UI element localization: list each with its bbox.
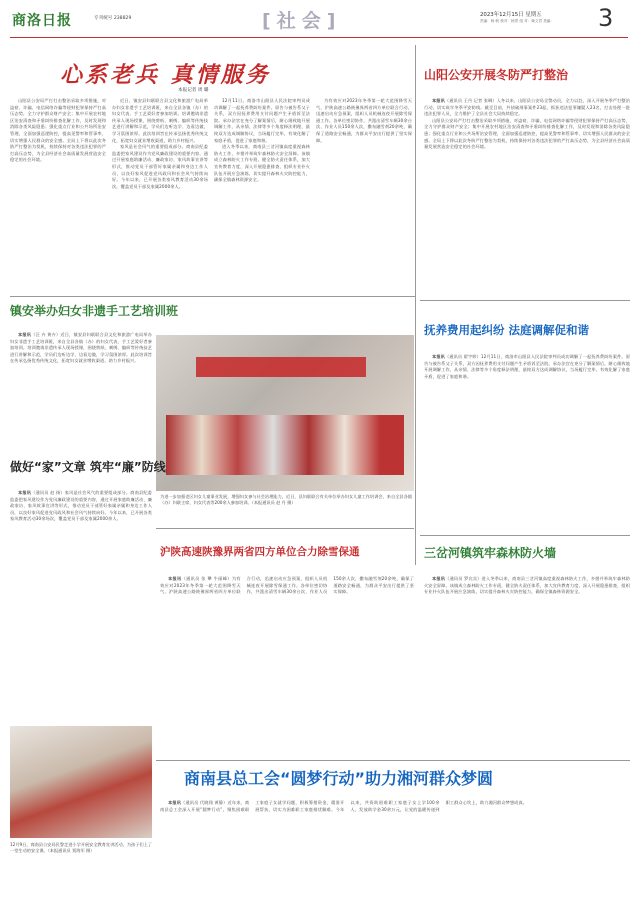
shanyang-body	[424, 98, 630, 288]
shangnan-byline: （通讯员 代晓翔 黄静）	[181, 800, 228, 805]
family-photo-credit: （本报通讯员 贾海军 摄）	[47, 848, 95, 854]
banner-author: 本报记者 周 璐	[178, 88, 209, 93]
masthead	[0, 0, 638, 38]
date-line: 2023年12月15日 星期五	[480, 12, 542, 18]
shangnan-text: 近年来，商南县总工会深入开展“圆梦行动”，聚焦困难职工家庭子女就学问题，积极筹措资金，精准开展帮扶，切实为困难职工家庭排忧解难。今年以来，共资助困难职工家庭子女上学100余人，发放助学金30余万元，让党的温暖传递到职工群众心坎上，助力湘河群众梦想成真。	[160, 800, 528, 812]
shanghai-body	[160, 576, 414, 746]
photo-banner	[196, 357, 366, 377]
fuyu-byline: （通讯员 翟宇婷）	[444, 354, 481, 359]
section-bracket-open: [	[262, 10, 277, 32]
shanghai-byline-label: 本报讯	[168, 576, 182, 581]
sancha-byline: （通讯员 罗宾宾）	[445, 576, 482, 581]
banner-title: 心系老兵 真情服务	[60, 63, 271, 88]
zhenan-byline: （汪 卉 黄卉）	[31, 332, 61, 337]
sancha-byline-label: 本报讯	[432, 576, 446, 581]
banner-column-2: 近日，镇安县妇联联合县文化和旅游广电局举办妇女非遗手工艺培训班，来自全县各镇（办）的妇女代表、手工艺爱好者参加培训。培训邀请非遗传承人现场授课，围绕剪纸、刺绣、编织等传统技艺进行讲解和示范，学员们边听边学、边看边做，学习氛围浓厚。此次培训旨在传承弘扬优秀传统文化，拓宽妇女就业增收渠道，助力乡村振兴。 家风是社会风气的重要组成部分。商南县纪委监委把家风建设作为党风廉政建设的重要内容，通过开展家庭助廉活动、廉政家访、家风故事宣讲等形式，推动党员干部管好家属亲属和身边工作人员，以良好家风促进党风政风和社会风气持续向好。今年以来，已开展各类家风教育活动30余场次，覆盖党员干部及家属2000余人。	[112, 98, 208, 189]
shangnan-title: 商南县总工会“圆梦行动”助力湘河群众梦圆	[184, 769, 494, 788]
family-byline: （通讯员 赵 扬）	[31, 490, 65, 495]
family-photo-caption: 12月9日，商南县公安局民警走进小学开展安全教育宣讲活动，为孩子们上了一堂生动的安全课。（本报通讯员 贾海军 摄）	[10, 842, 152, 854]
section-rule	[10, 296, 415, 297]
shanyang-byline: （通讯员 王丹 记者 张琳）	[444, 98, 497, 103]
sancha-text: 进入冬季以来，商南县三岔河镇高度重视森林防火工作，多措并举筑牢森林防火安全屏障。该镇成立森林防火工作专班，健全防火责任体系，加大宣传教育力度，深入开展隐患排查，组织专业扑火队伍开展应急演练，切实提升森林火灾防控能力，确保全镇森林资源安全。	[424, 576, 631, 595]
banner-column-1: 山阳县公安局严打打击整治采取多项措施，对盗窃、诈骗、电信网络诈骗等侵财犯罪保持严打高压态势，全力守护群众财产安全；集中开展农村地区治安清查和矛盾纠纷排查化解工作，及时发现和消除各类风险隐患；强化重点行业和公共场所治安管理，全面加强巡逻防控，提高见警率和管事率，切实增强人民群众的安全感。全局上下将以此次冬防严打整治为契机，持续保持对各类违法犯罪的严打高压态势，为全县经济社会高质量发展营造安全稳定的社会环境。	[10, 98, 106, 163]
fuyu-byline-label: 本报讯	[432, 354, 445, 359]
zhenan-title: 镇安举办妇女非遗手工艺培训班	[10, 304, 179, 318]
masthead-rule	[10, 37, 628, 38]
main-photo-caption: 为进一步加强老区妇女儿童事业发展，增强妇女参与社会治理能力，近日，县妇联联合有关单位举办妇女儿童工作培训会，来自全县各镇（办）妇联主席、妇女代表等200余人参加培训。（本报通讯员 赵 丹 摄）	[160, 494, 412, 506]
zhenan-body	[10, 332, 152, 450]
family-body	[10, 490, 152, 720]
family-title: 做好“家”文章 筑牢“廉”防线	[10, 460, 166, 474]
family-text: 家风是社会风气的重要组成部分。商南县纪委监委把家风建设作为党风廉政建设的重要内容，通过开展家庭助廉活动、廉政家访、家风故事宣讲等形式，推动党员干部管好家属亲属和身边工作人员，以良好家风促进党风政风和社会风气持续向好。今年以来，已开展各类家风教育活动30余场次，覆盖党员干部及家属2000余人。	[10, 490, 152, 522]
shanyang-title: 山阳公安开展冬防严打整治	[424, 68, 569, 82]
section-rule	[156, 528, 414, 529]
zhenan-byline-label: 本报讯	[18, 332, 32, 337]
family-byline-label: 本报讯	[18, 490, 32, 495]
sancha-title: 三岔河镇筑牢森林防火墙	[424, 546, 557, 560]
section-rule	[420, 535, 630, 536]
banner-column-3: 12月11日，商洛市山阳县人民法院审判员成功调解了一起抚养费纠纷案件。原告与被告系父子关系，双方因抚养费用支付问题产生矛盾诉至法院。承办法官在充分了解案情后，耐心细致地开展调解工作，从亲情、法律等多个角度释法明理，最终双方达成调解协议，当场履行完毕，有效化解了家庭矛盾，促进了家庭和谐。 进入冬季以来，商南县三岔河镇高度重视森林防火工作，多措并举筑牢森林防火安全屏障。该镇成立森林防火工作专班，健全防火责任体系，加大宣传教育力度，深入开展隐患排查，组织专业扑火队伍开展应急演练，切实提升森林火灾防控能力，确保全镇森林资源安全。	[214, 98, 310, 183]
shangnan-byline-label: 本报讯	[168, 800, 182, 805]
main-photo	[156, 335, 414, 491]
family-photo	[10, 726, 152, 838]
shanyang-text: 山阳县公安局严打打击整治采取多项措施，对盗窃、诈骗、电信网络诈骗等侵财犯罪保持严打高压态势，全力守护群众财产安全；集中开展农村地区治安清查和矛盾纠纷排查化解工作，及时发现和消除各类风险隐患；强化重点行业和公共场所治安管理，全面加强巡逻防控，提高见警率和管事率，切实增强人民群众的安全感。全局上下将以此次冬防严打整治为契机，持续保持对各类违法犯罪的严打高压态势，为全县经济社会高质量发展营造安全稳定的社会环境。	[424, 117, 630, 150]
meta-line: 责编：杨 帆 校对：杨景 组 对：柴文君 美编：	[480, 19, 554, 23]
section-title	[262, 6, 341, 33]
banner-column-4: 为有效应对2023年冬季第一轮大范围降雪天气，沪陕高速公路陕豫界两省四方单位联合行动，迅速启动应急预案，组织人员机械连夜开展除雪保通工作。各单位密切协作，共派出清雪车辆30余台次、作业人员150余人次，撒布融雪剂20余吨，确保了道路安全畅通，为群众平安出行提供了坚实保障。	[316, 98, 412, 143]
section-rule	[420, 300, 630, 301]
fuyu-body	[424, 354, 630, 534]
column-divider	[415, 45, 416, 565]
sancha-body	[424, 576, 630, 756]
section-bracket-close: ]	[326, 10, 342, 32]
photo-crowd	[166, 415, 404, 475]
fuyu-title: 抚养费用起纠纷 法庭调解促和谐	[424, 323, 590, 337]
issue-number: 专刊统号 238829	[94, 16, 132, 21]
shanyang-lead: 入冬以来，山阳县公安局全警动员，全力以赴，深入开展冬季严打整治行动，切实筑牢冬季平安防线。截至目前，共侦破刑事案件23起，抓获违法犯罪嫌疑人23名，打击处理一批违法犯罪人员，全力维护了全县社会大局持续稳定。	[424, 98, 630, 117]
zhenan-text: 近日，镇安县妇联联合县文化和旅游广电局举办妇女非遗手工艺培训班，来自全县各镇（办）的妇女代表、手工艺爱好者参加培训。培训邀请非遗传承人现场授课，围绕剪纸、刺绣、编织等传统技艺进行讲解和示范，学员们边听边学、边看边做，学习氛围浓厚。此次培训旨在传承弘扬优秀传统文化，拓宽妇女就业增收渠道，助力乡村振兴。	[10, 332, 152, 364]
fuyu-text: 12月11日，商洛市山阳县人民法院审判员成功调解了一起抚养费纠纷案件。原告与被告系父子关系，双方因抚养费用支付问题产生矛盾诉至法院。承办法官在充分了解案情后，耐心细致地开展调解工作，从亲情、法律等多个角度释法明理，最终双方达成调解协议，当场履行完毕，有效化解了家庭矛盾，促进了家庭和谐。	[424, 354, 631, 379]
shanghai-text: 为有效应对2023年冬季第一轮大范围降雪天气，沪陕高速公路陕豫界两省四方单位联合行动，迅速启动应急预案，组织人员机械连夜开展除雪保通工作。各单位密切协作，共派出清雪车辆30余台次、作业人员150余人次，撒布融雪剂20余吨，确保了道路安全畅通，为群众平安出行提供了坚实保障。	[160, 576, 414, 595]
page-number: 3	[598, 4, 614, 32]
shangnan-body	[160, 800, 630, 908]
section-rule	[156, 760, 630, 761]
logo: 商洛日报	[12, 13, 72, 29]
shanghai-title: 沪陕高速陕豫界两省四方单位合力除雪保通	[160, 546, 360, 558]
main-photo-credit: （本报通讯员 赵 丹 摄）	[251, 500, 296, 506]
shanyang-byline-label: 本报讯	[432, 98, 445, 103]
section-label: 社会	[276, 10, 327, 32]
shanghai-byline: （通讯员 张 犟 牛丽峰）	[181, 576, 232, 581]
